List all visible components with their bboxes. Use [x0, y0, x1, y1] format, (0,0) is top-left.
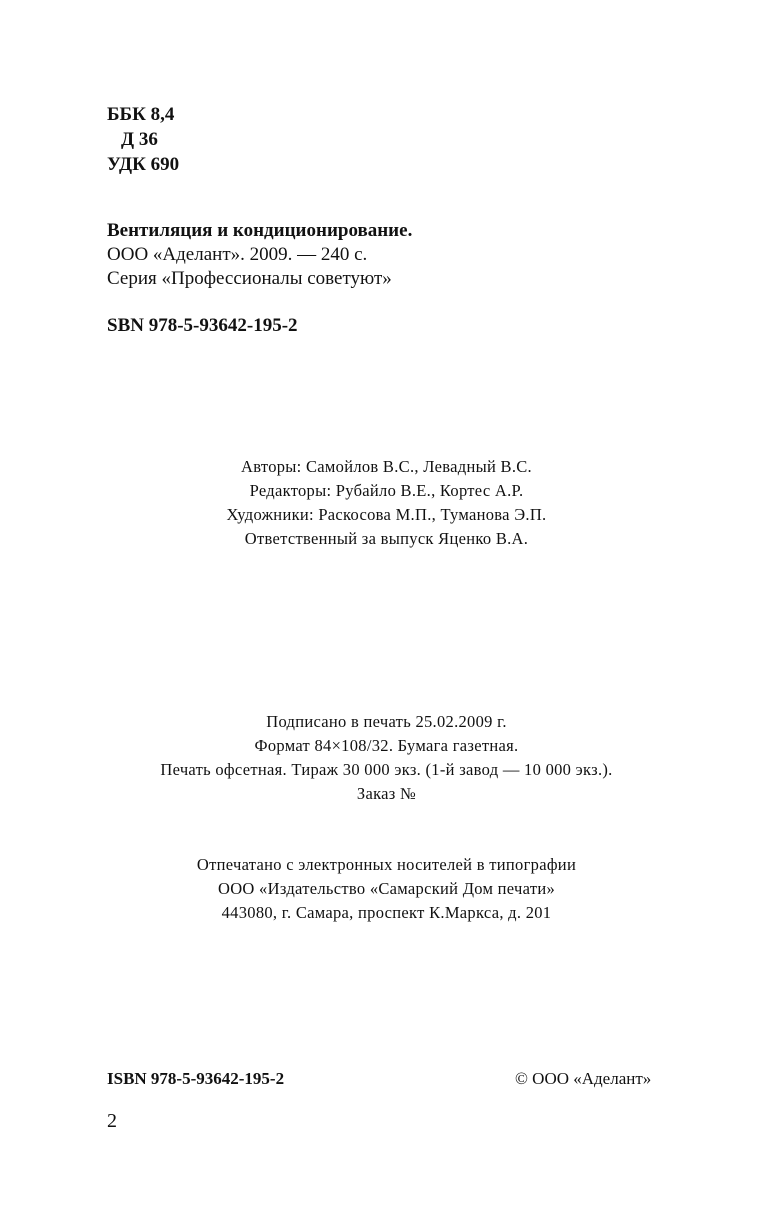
- format-line: Формат 84×108/32. Бумага газетная.: [254, 736, 519, 755]
- bbk-code: ББК 8,4: [107, 104, 175, 125]
- book-title: Вентиляция и кондиционирование.: [107, 220, 413, 241]
- page-number: 2: [107, 1110, 117, 1132]
- printer-address: 443080, г. Самара, проспект К.Маркса, д. 201: [221, 903, 552, 922]
- classification-block: [107, 102, 179, 177]
- isbn-top: SBN 978-5-93642-195-2: [107, 315, 298, 336]
- print-run-line: Печать офсетная. Тираж 30 000 экз. (1-й завод — 10 000 экз.).: [160, 760, 613, 779]
- bibliographic-block: [107, 219, 412, 291]
- credits-block: [0, 455, 773, 551]
- editors-line: Редакторы: Рубайло В.Е., Кортес А.Р.: [249, 481, 524, 500]
- isbn-bottom: ISBN 978-5-93642-195-2: [107, 1069, 285, 1088]
- author-mark: Д 36: [121, 129, 158, 150]
- order-line: Заказ №: [356, 784, 417, 803]
- authors-line: Авторы: Самойлов В.С., Левадный В.С.: [241, 457, 532, 476]
- series-line: Серия «Профессионалы советуют»: [107, 268, 392, 289]
- responsible-line: Ответственный за выпуск Яценко В.А.: [244, 529, 529, 548]
- printer-line-2: ООО «Издательство «Самарский Дом печати»: [217, 879, 556, 898]
- publisher-line: ООО «Аделант». 2009. — 240 с.: [107, 244, 368, 265]
- printer-line-1: Отпечатано с электронных носителей в типографии: [196, 855, 577, 874]
- artists-line: Художники: Раскосова М.П., Туманова Э.П.: [226, 505, 547, 524]
- imprint-block: [0, 710, 773, 806]
- copyright-notice: © ООО «Аделант»: [515, 1069, 652, 1088]
- signed-line: Подписано в печать 25.02.2009 г.: [266, 712, 507, 731]
- udk-code: УДК 690: [107, 154, 180, 175]
- printer-block: [0, 853, 773, 925]
